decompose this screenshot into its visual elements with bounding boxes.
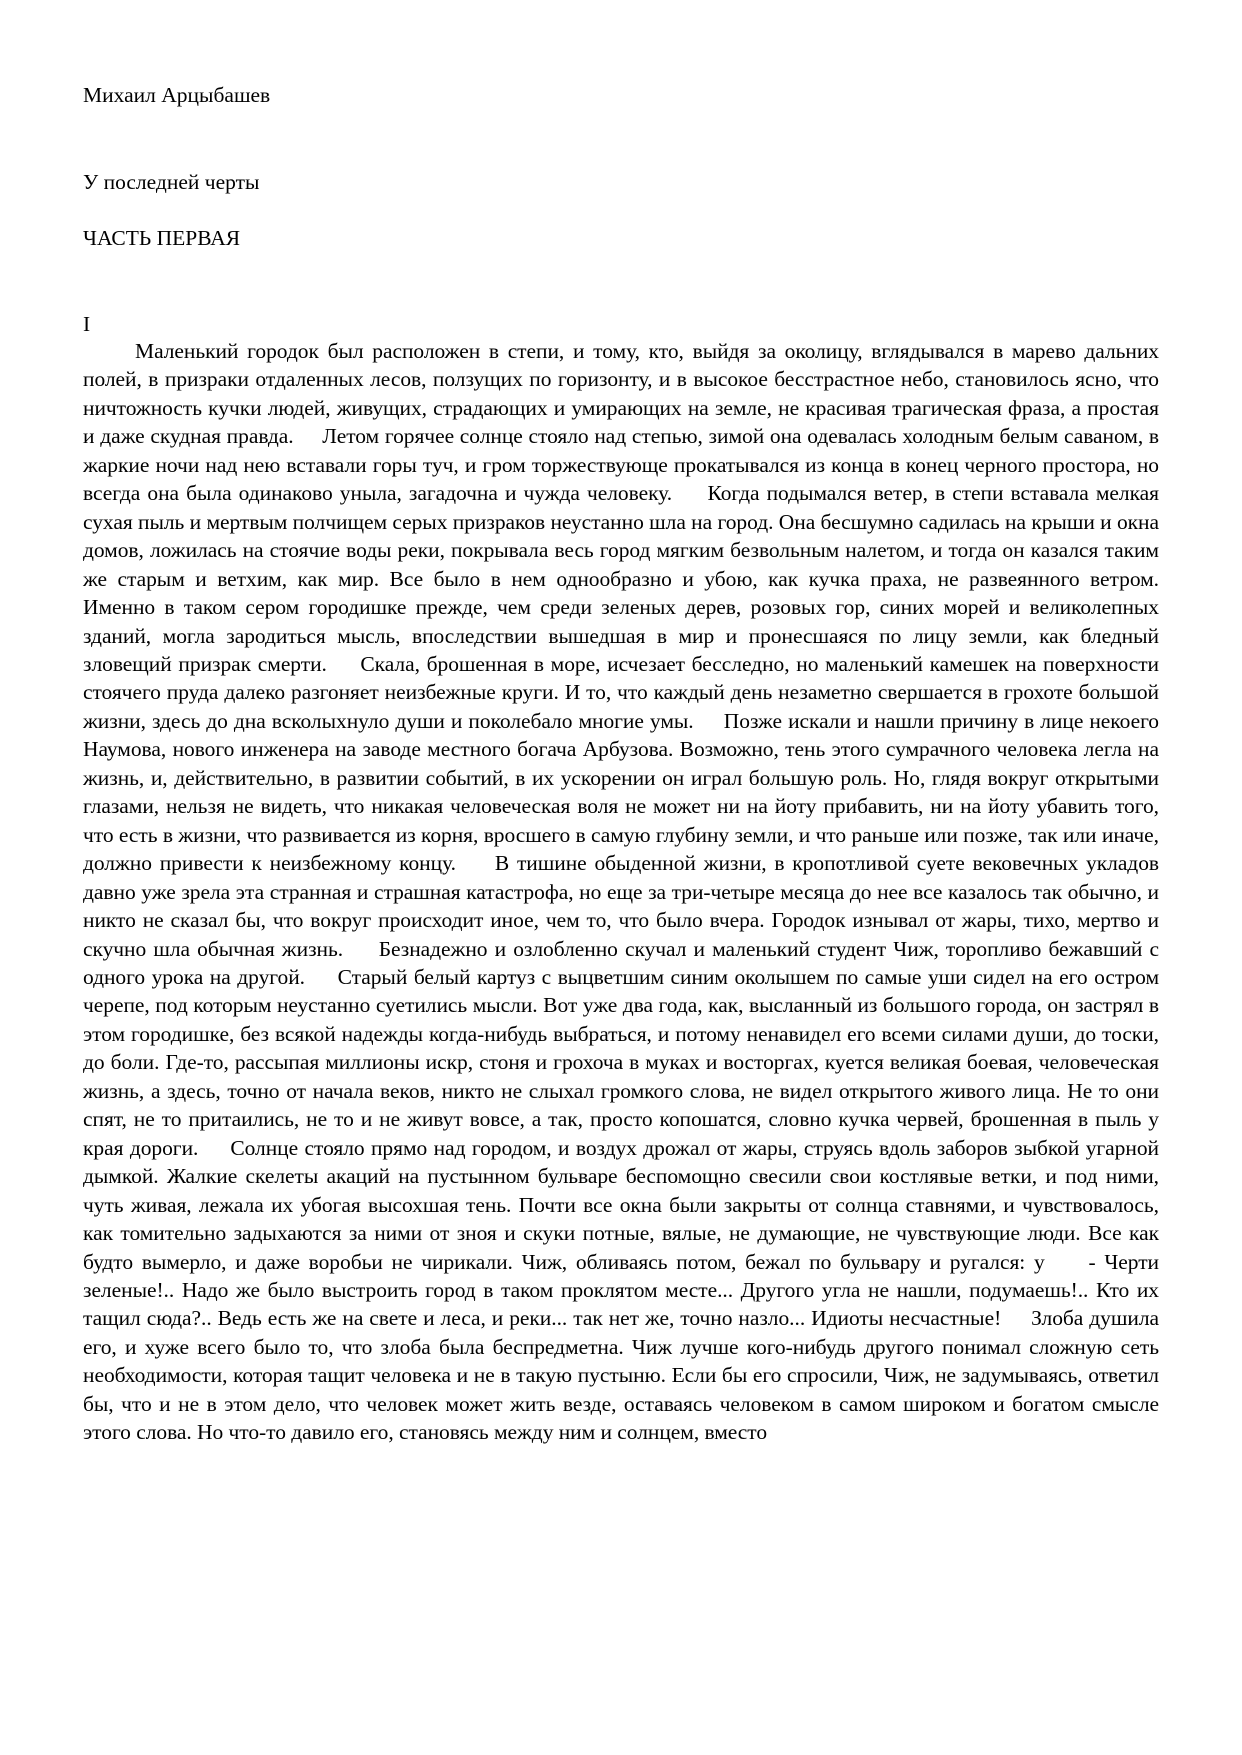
book-title: У последней черты: [83, 170, 260, 194]
body-paragraph: Маленький городок был расположен в степи, и тому, кто, выйдя за околицу, вглядывался в марево дальних полей, в призраки отдаленных лесов, ползущих по горизонту, и в высокое бесстрастное небо, становилось ясно, что ничтожность кучки людей, живущих, страдающих и умирающих на земле, не красивая трагическая фраза, а простая и даже скудная правда. Летом горячее солнце стояло над степью, зимой она одевалась холодным белым саваном, в жаркие ночи над нею вставали горы туч, и гром торжествующе прокатывался из конца в конец черного простора, но всегда она была одинаково уныла, загадочна и чужда человеку. Когда подымался ветер, в степи вставала мелкая сухая пыль и мертвым полчищем серых призраков неустанно шла на город. Она бесшумно садилась на крыши и окна домов, ложилась на стоячие воды реки, покрывала весь город мягким безвольным налетом, и тогда он казался таким же старым и ветхим, как мир. Все было в нем однообразно и убою, как кучка праха, не развеянного ветром. Именно в таком сером городишке прежде, чем среди зеленых дерев, розовых гор, синих морей и великолепных зданий, могла зародиться мысль, впоследствии вышедшая в мир и пронесшаяся по лицу земли, как бледный зловещий призрак смерти. Скала, брошенная в море, исчезает бесследно, но маленький камешек на поверхности стоячего пруда далеко разгоняет неизбежные круги. И то, что каждый день незаметно свершается в грохоте большой жизни, здесь до дна всколыхнуло души и поколебало многие умы. Позже искали и нашли причину в лице некоего Наумова, нового инженера на заводе местного богача Арбузова. Возможно, тень этого сумрачного человека легла на жизнь, и, действительно, в развитии событий, в их ускорении он играл большую роль. Но, глядя вокруг открытыми глазами, нельзя не видеть, что никакая человеческая воля не может ни на йоту прибавить, ни на йоту убавить того, что есть в жизни, что развивается из корня, вросшего в самую глубину земли, и что раньше или позже, так или иначе, должно привести к неизбежному концу. В тишине обыденной жизни, в кропотливой суете вековечных укладов давно уже зрела эта странная и страшная катастрофа, но еще за три-четыре месяца до нее все казалось так обычно, и никто не сказал бы, что вокруг происходит иное, чем то, что было вчера. Городок изнывал от жары, тихо, мертво и скучно шла обычная жизнь. Безнадежно и озлобленно скучал и маленький студент Чиж, торопливо бежавший с одного урока на другой. Старый белый картуз с выцветшим синим околышем по самые уши сидел на его остром черепе, под которым неустанно суетились мысли. Вот уже два года, как, высланный из большого города, он застрял в этом городишке, без всякой надежды когда-нибудь выбраться, и потому ненавидел его всеми силами души, до тоски, до боли. Где-то, рассыпая миллионы искр, стоня и грохоча в муках и восторгах, куется великая боевая, человеческая жизнь, а здесь, точно от начала веков, никто не слыхал громкого слова, не видел открытого живого лица. Не то они спят, не то притаились, не то и не живут вовсе, а так, просто копошатся, словно кучка червей, брошенная в пыль у края дороги. Солнце стояло прямо над городом, и воздух дрожал от жары, струясь вдоль заборов зыбкой угарной дымкой. Жалкие скелеты акаций на пустынном бульваре беспомощно свесили свои костлявые ветки, и под ними, чуть живая, лежала их убогая высохшая тень. Почти все окна были закрыты от солнца ставнями, и чувствовалось, как томительно задыхаются за ними от зноя и скуки потные, вялые, не думающие, не чувствующие люди. Все как будто вымерло, и даже воробьи не чирикали. Чиж, обливаясь потом, бежал по бульвару и ругался: у - Черти зеленые!.. Надо же было выстроить город в таком проклятом месте... Другого угла не нашли, подумаешь!.. Кто их тащил сюда?.. Ведь есть же на свете и леса, и реки... так нет же, точно назло... Идиоты несчастные! Злоба душила его, и хуже всего было то, что злоба была беспредметна. Чиж лучше кого-нибудь другого понимал сложную сеть необходимости, которая тащит человека и не в такую пустыню. Если бы его спросили, Чиж, не задумываясь, ответил бы, что и не в этом дело, что человек может жить везде, оставаясь человеком в самом широком и богатом смысле этого слова. Но что-то давило его, становясь между ним и солнцем, вместо: [83, 339, 1186, 1445]
chapter-number: I: [83, 312, 91, 336]
part-heading: ЧАСТЬ ПЕРВАЯ: [83, 226, 241, 250]
author-name: Михаил Арцыбашев: [83, 83, 271, 107]
